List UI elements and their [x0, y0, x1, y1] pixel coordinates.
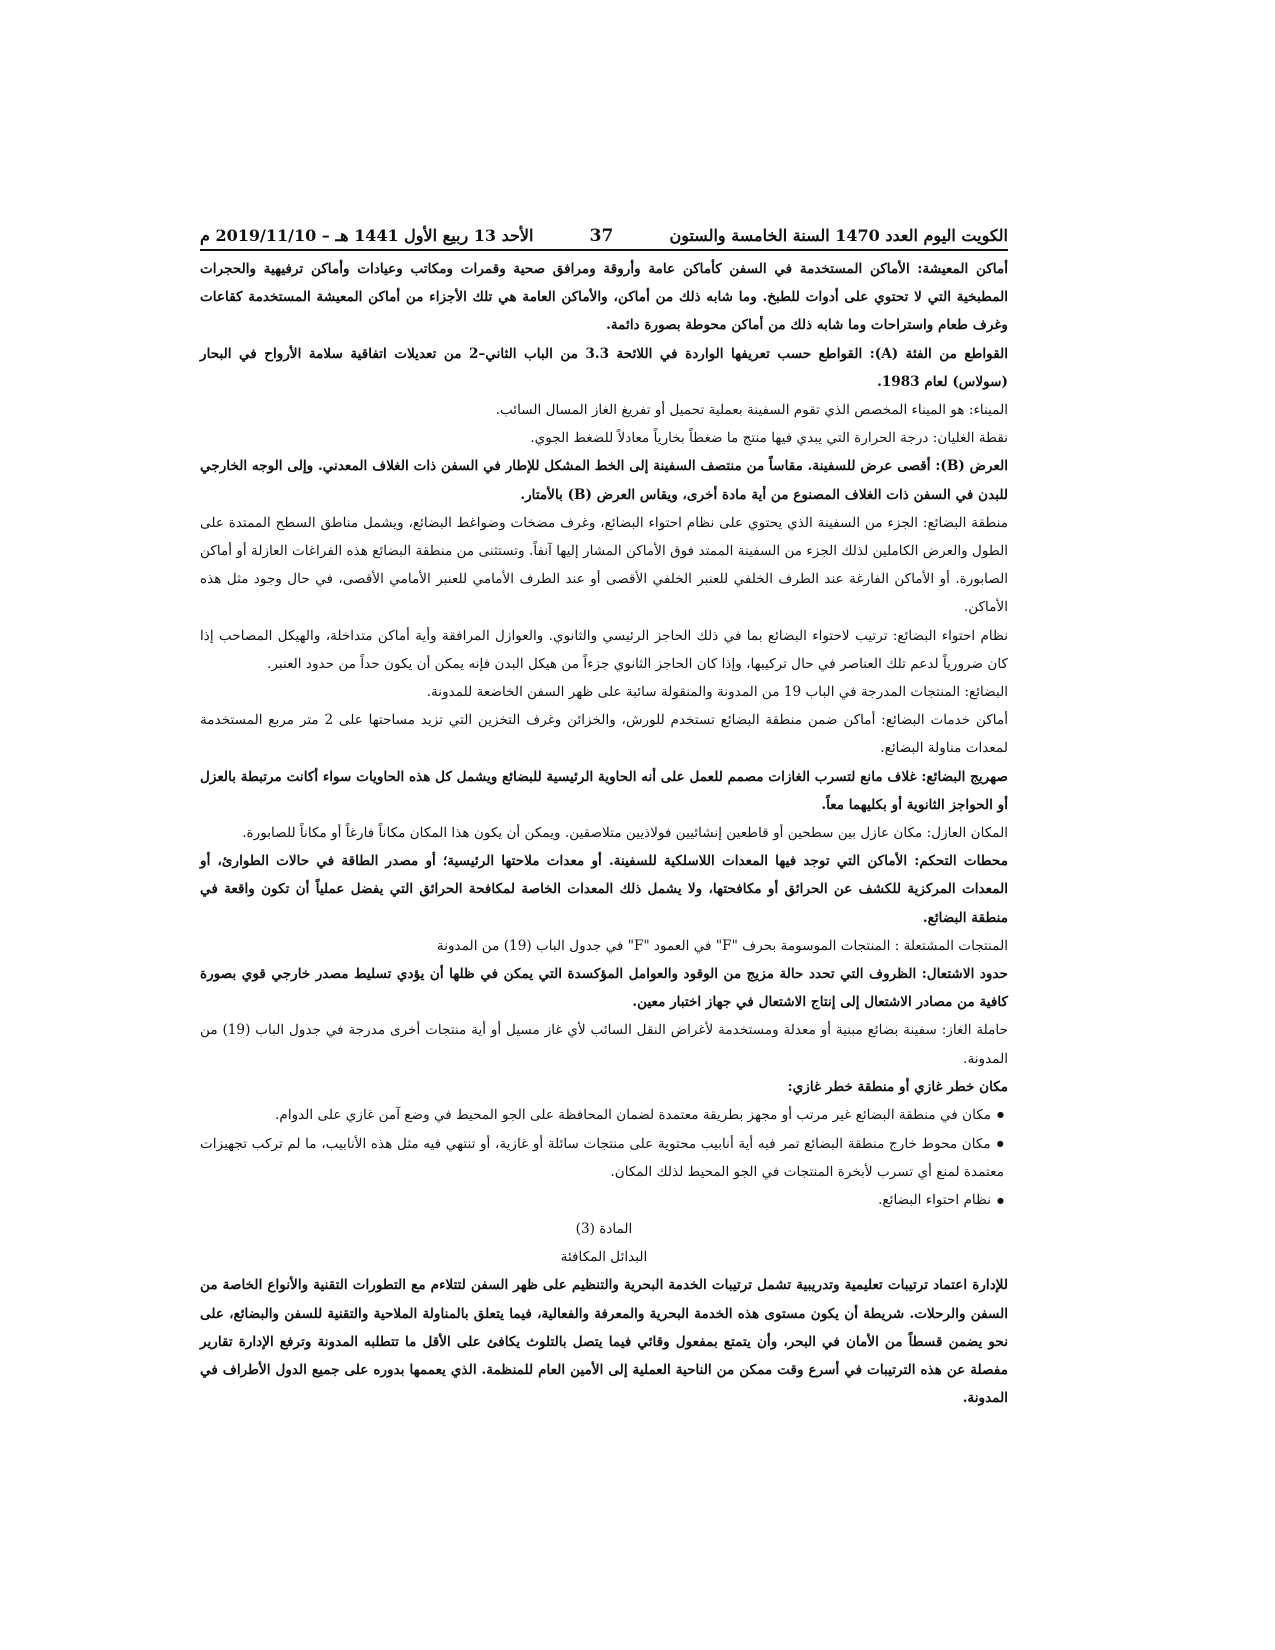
definition-breadth: العرض (B): أقصى عرض للسفينة. مقاساً من منتصف السفينة إلى الخط المشكل للإطار في السفن ذات الغلاف المعدني. وإلى الوجه الخارجي للبدن في السفن ذات الغلاف المصنوع من أية مادة أخرى، ويقاس العرض (B) بالأمتار.	[200, 458, 1008, 503]
definition-cargo-service-spaces: أماكن خدمات البضائع: أماكن ضمن منطقة البضائع تستخدم للورش، والخزائن وغرف التخزين التي تزيد مساحتها على 2 متر مربع المستخدمة لمعدات مناولة البضائع.	[200, 712, 1008, 757]
list-item: ● نظام احتواء البضائع.	[200, 1186, 1008, 1215]
definition-flammability-limits: حدود الاشتعال: الظروف التي تحدد حالة مزيج من الوقود والعوامل المؤكسدة التي يمكن في ظلها أن يؤدي تسليط مصدر خارجي قوي بصورة كافية من مصادر الاشتعال إلى إنتاج الاشتعال في جهاز اختبار معين.	[200, 966, 1008, 1011]
article-title: البدائل المكافئة	[560, 1249, 648, 1266]
definition-boiling-point: نقطة الغليان: درجة الحرارة التي يبدي فيها منتج ما ضغطاً بخارياً معادلاً للضغط الجوي.	[530, 430, 1008, 447]
header-publication: الكويت اليوم العدد 1470 السنة الخامسة والستون	[669, 226, 1008, 245]
page-header	[200, 226, 1008, 251]
definition-cargo-area: منطقة البضائع: الجزء من السفينة الذي يحتوي على نظام احتواء البضائع، وغرف مضخات وضواغط البضائع، ويشمل مناطق السطح الممتدة على الطول والعرض الكاملين لذلك الجزء من السفينة الممتد فوق الأماكن المشار إليها آنفاً. وتستثنى من منطقة البضائع هذه الفراغات العازلة أو أماكن الصابورة. أو الأماكن الفارغة عند الطرف الخلفي للعنبر الخلفي الأقصى أو عند الطرف الأمامي للعنبر الأمامي الأقصى، في حال وجود مثل هذه الأماكن.	[200, 514, 1008, 616]
article-text: للإدارة اعتماد ترتيبات تعليمية وتدريبية تشمل ترتيبات الخدمة البحرية والتنظيم على ظهر السفن لتتلاءم مع التطورات التقنية والأنواع الخاصة من السفن والرحلات. شريطة أن يكون مستوى هذه الخدمة البحرية والمعرفة والفعالية، فيما يتعلق بالمناولة الملاحية والتقنية للسفن والبضائع، على نحو يضمن قسطاً من الأمان في البحر، وأن يتمتع بمفعول وقائي فيما يتصل بالتلوث يكافئ على الأقل ما تتطلبه المدونة وترفع الإدارة تقارير مفصلة عن هذه الترتيبات في أسرع وقت ممكن من الناحية العملية إلى الأمين العام للمنظمة. الذي يعممها بدوره على جميع الدول الأطراف في المدونة.	[200, 1277, 1008, 1407]
definition-cargoes: البضائع: المنتجات المدرجة في الباب 19 من المدونة والمنقولة سائبة على ظهر السفن الخاضعة للمدونة.	[426, 684, 1008, 701]
definition-flammable-products: المنتجات المشتعلة : المنتجات الموسومة بحرف "F" في العمود "F" في جدول الباب (19) من المدونة	[436, 937, 1008, 954]
list-item: ● مكان في منطقة البضائع غير مرتب أو مجهز بطريقة معتمدة لضمان المحافظة على الجو المحيط في وضع آمن غازي على الدوام.	[200, 1101, 1008, 1130]
definition-gas-dangerous-space: مكان خطر غازي أو منطقة خطر غازي:	[787, 1078, 1008, 1095]
definition-control-stations: محطات التحكم: الأماكن التي توجد فيها المعدات اللاسلكية للسفينة. أو معدات ملاحتها الرئيسية؛ أو مصدر الطاقة في حالات الطوارئ، أو المعدات المركزية للكشف عن الحرائق أو مكافحتها، ولا يشمل ذلك المعدات الخاصة لمكافحة الحرائق التي يفضل عملياً أن تكون واقعة في منطقة البضائع.	[200, 853, 1008, 926]
header-date: الأحد 13 ربيع الأول 1441 هـ – 2019/11/10 م	[200, 226, 534, 245]
list-item: ● مكان محوط خارج منطقة البضائع تمر فيه أية أنابيب محتوية على منتجات سائلة أو غازية، أو تنتهي فيه مثل هذه الأنابيب، ما لم تركب تجهيزات معتمدة لمنع أي تسرب لأبخرة المنتجات في الجو المحيط لذلك المكان.	[200, 1130, 1008, 1187]
document-body	[200, 255, 1008, 1413]
document-page	[200, 226, 1008, 1426]
definition-cofferdam: المكان العازل: مكان عازل بين سطحين أو قاطعين إنشائيين فولاذيين متلاصقين. ويمكن أن يكون هذا المكان مكاناً فارغاً أو مكاناً للصابورة.	[242, 825, 1008, 842]
definition-cargo-containment-system: نظام احتواء البضائع: ترتيب لاحتواء البضائع بما في ذلك الحاجز الرئيسي والثانوي. والعوازل المرافقة وأية أماكن متداخلة، والهيكل المصاحب إذا كان ضرورياً لدعم تلك العناصر في حال تركيبها، وإذا كان الحاجز الثانوي جزءاً من هيكل البدن فإنه يمكن أن يكون حداً من حدود العنبر.	[200, 627, 1008, 672]
definition-living-quarters: أماكن المعيشة: الأماكن المستخدمة في السفن كأماكن عامة وأروقة ومرافق صحية وقمرات ومكاتب وعيادات وأماكن ترفيهية والحجرات المطبخية التي لا تحتوي على أدوات للطبخ. وما شابه ذلك من أماكن، والأماكن العامة هي تلك الأجزاء من أماكن المعيشة المستخدمة كقاعات وغرف طعام واستراحات وما شابه ذلك من أماكن محوطة بصورة دائمة.	[200, 261, 1008, 334]
definition-class-a-divisions: القواطع من الفئة (A): القواطع حسب تعريفها الواردة في اللائحة 3.3 من الباب الثاني–2 من تعديلات اتفاقية سلامة الأرواح في البحار (سولاس) لعام 1983.	[200, 345, 1008, 390]
definition-cargo-tank: صهريج البضائع: غلاف مانع لتسرب الغازات مصمم للعمل على أنه الحاوية الرئيسية للبضائع ويشمل كل هذه الحاويات سواء أكانت مرتبطة بالعزل أو الحواجز الثانوية أو بكليهما معاً.	[200, 768, 1008, 813]
article-number: المادة (3)	[575, 1221, 633, 1238]
definition-gas-carrier: حاملة الغاز: سفينة بضائع مبنية أو معدلة ومستخدمة لأغراض النقل السائب لأي غاز مسيل أو أية منتجات أخرى مدرجة في جدول الباب (19) من المدونة.	[200, 1022, 1008, 1067]
header-page-number: 37	[589, 226, 614, 246]
definition-port: الميناء: هو الميناء المخصص الذي تقوم السفينة بعملية تحميل أو تفريغ الغاز المسال السائب.	[495, 402, 1008, 419]
